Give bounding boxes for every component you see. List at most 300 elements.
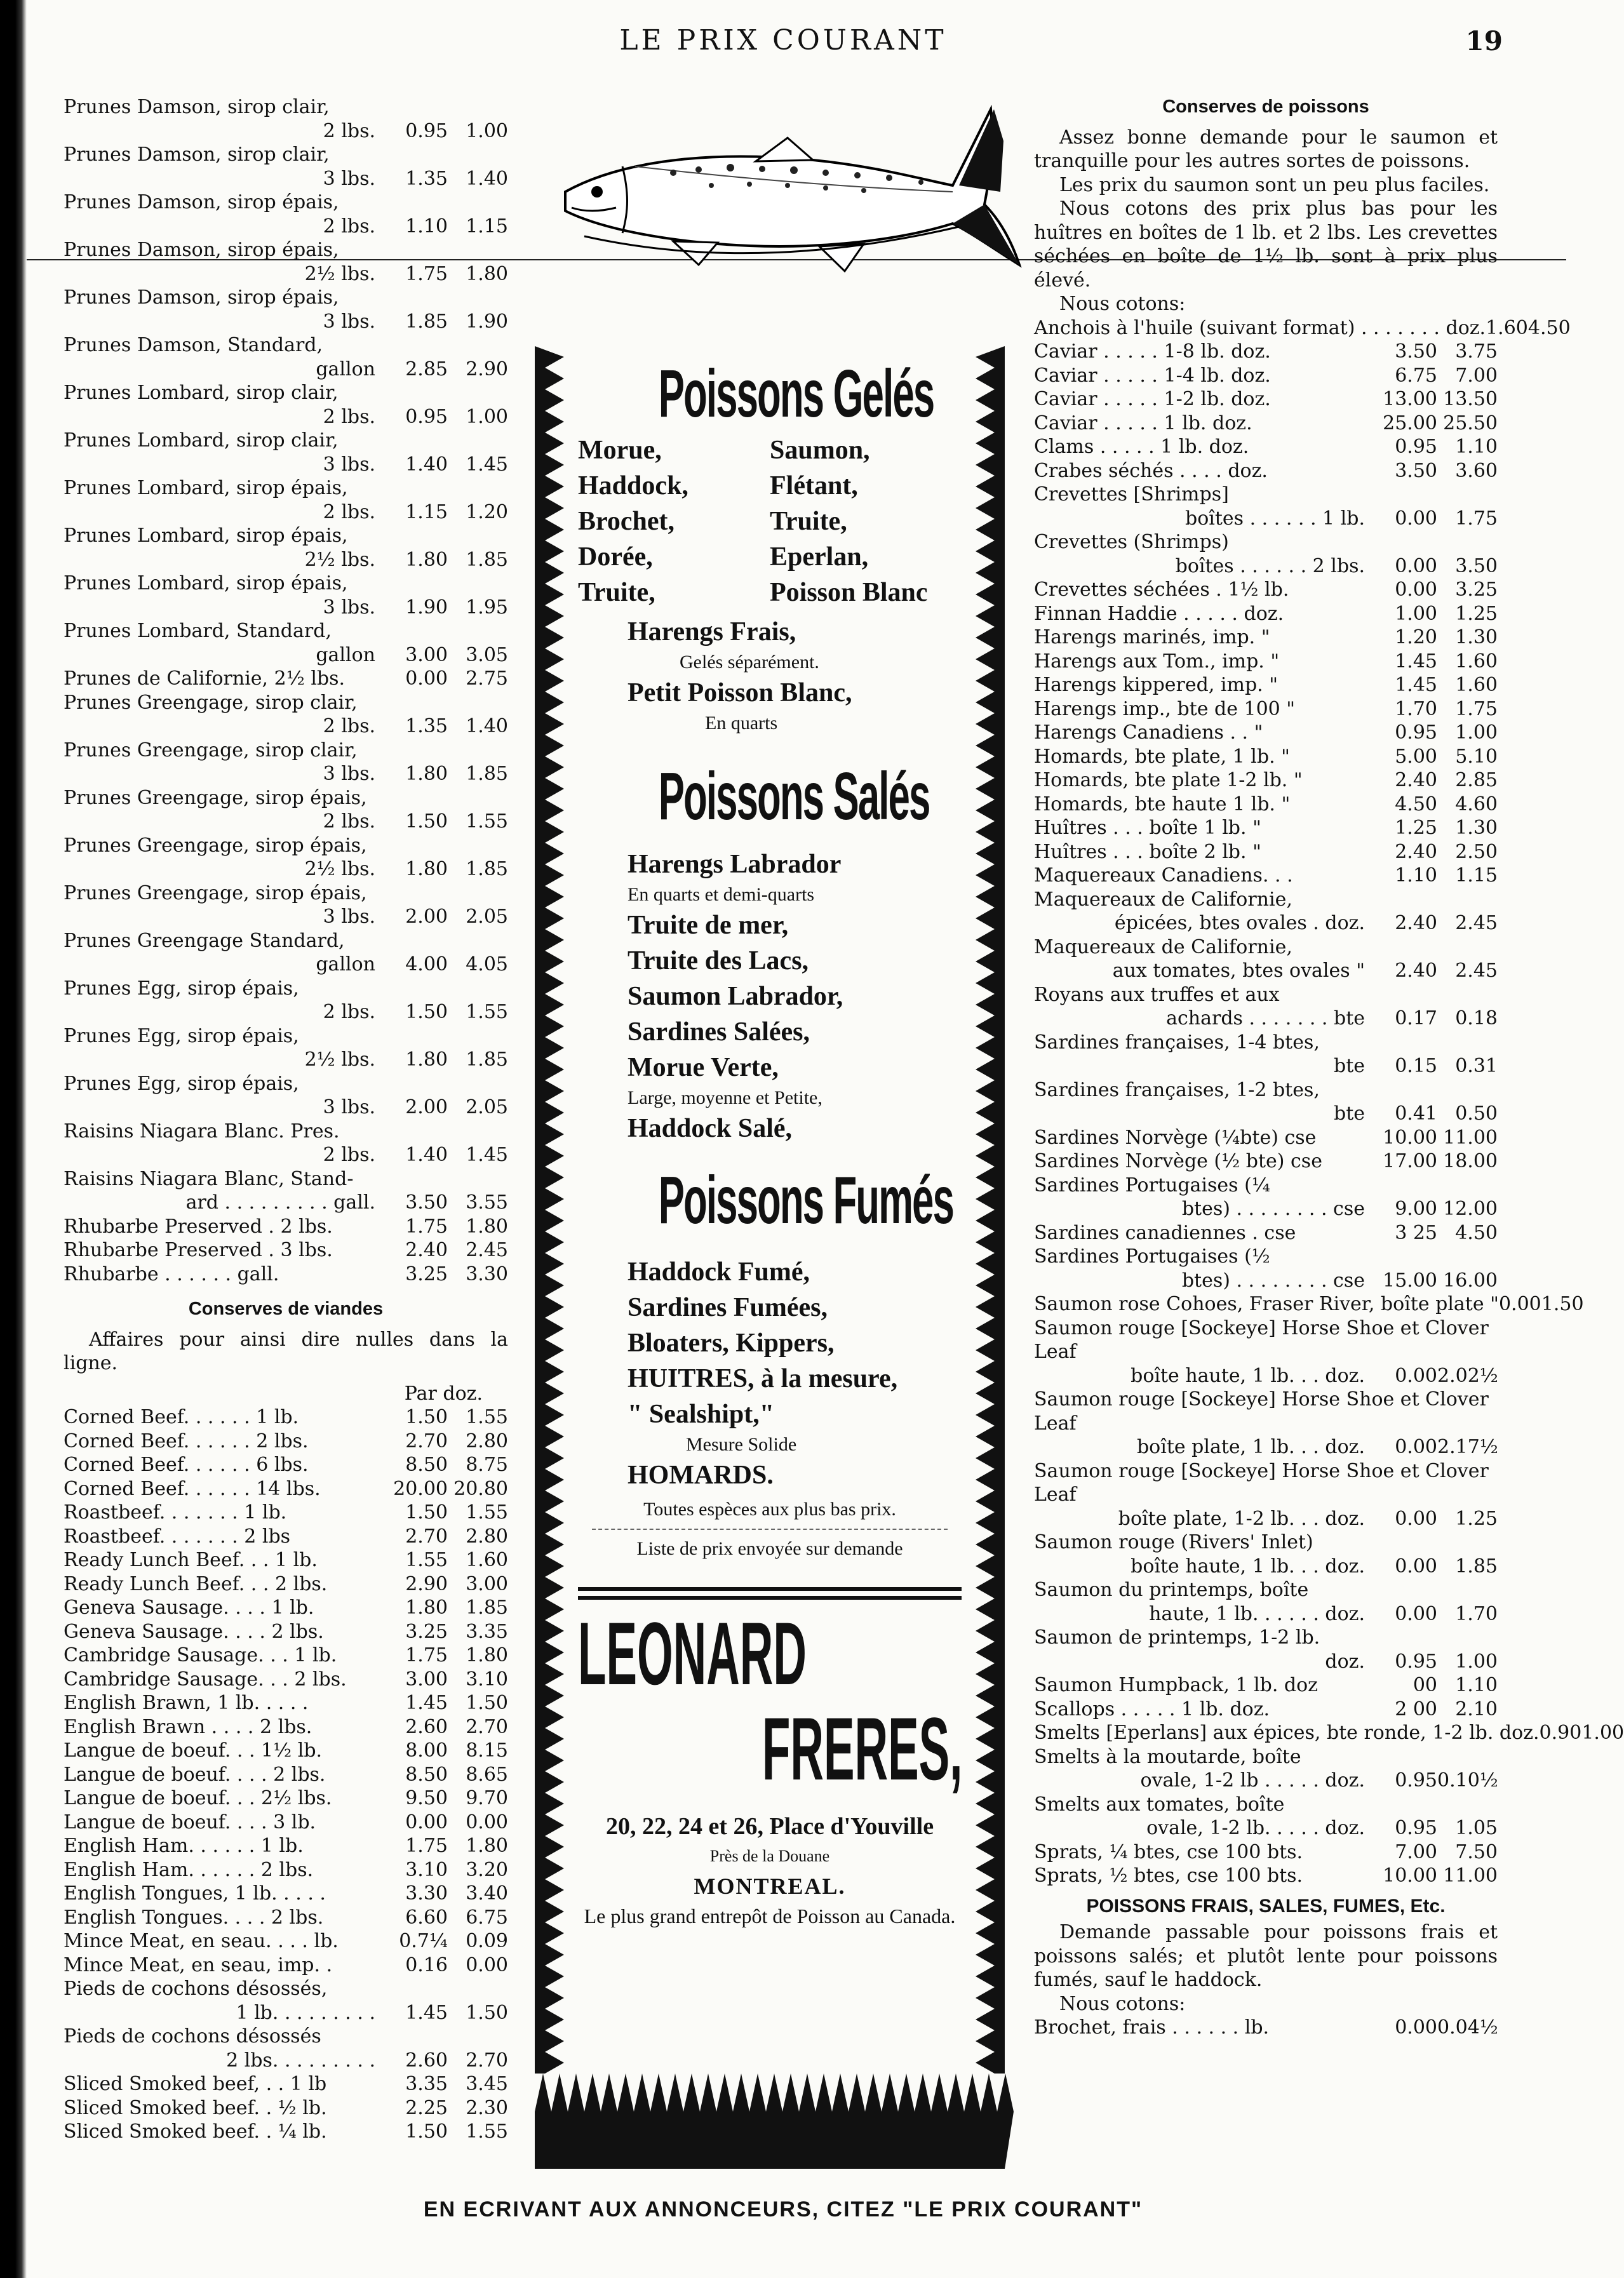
poisson-unit: boîte haute, 1 lb. . . doz. (1131, 1364, 1365, 1387)
price-unit: 2 lbs. (323, 1001, 375, 1023)
viande-entry (64, 1929, 508, 1953)
viande-price-high: 3.20 (466, 1858, 508, 1881)
viande-entry (64, 1763, 508, 1787)
poisson-entry (1034, 1626, 1498, 1673)
poisson-entry (1034, 864, 1498, 888)
poisson-entry (1034, 602, 1498, 626)
poisson-price-low: 0.95 (1395, 1817, 1437, 1839)
poisson-entry (1034, 1578, 1498, 1626)
price-entry (64, 381, 508, 429)
price-desc: Prunes Egg, sirop épais, (64, 1024, 299, 1047)
geles-fish-list (578, 432, 962, 610)
viande-desc: Sliced Smoked beef, . . 1 lb (64, 2073, 327, 2095)
poisson-row (1034, 1007, 1498, 1031)
price-row (64, 714, 508, 739)
price-unit: 2 lbs. (323, 810, 375, 833)
poisson-price-high: 1.00 (1455, 1650, 1498, 1673)
price-unit: 3 lbs. (323, 310, 375, 333)
poisson-price-low: 0.00 (1395, 579, 1437, 601)
price-desc: Prunes Greengage, sirop clair, (64, 691, 358, 714)
poisson-price-high: 1.25 (1455, 602, 1498, 625)
poisson-row (1034, 1602, 1498, 1626)
poisson-row (1034, 1054, 1498, 1078)
viande-price-low: 3.30 (405, 1882, 448, 1905)
poisson-desc: Saumon de printemps, 1-2 lb. (1034, 1626, 1320, 1649)
viande-price-high: 3.10 (466, 1668, 508, 1691)
price-unit: 3 lbs. (323, 167, 375, 190)
poisson-unit: btes) . . . . . . . . cse (1181, 1269, 1365, 1292)
price-entry (64, 238, 508, 286)
price-row (64, 119, 508, 144)
page-title: LE PRIX COURANT (619, 24, 947, 57)
poisson-row (1034, 1650, 1498, 1674)
viande-price-high: 3.40 (466, 1882, 508, 1905)
price-unit: 3 lbs. (323, 453, 375, 476)
poisson-price-high: 1.15 (1455, 864, 1498, 887)
poisson-desc: Maquereaux Canadiens. . . (1034, 864, 1293, 887)
price-row (64, 548, 508, 572)
poisson-price-low: 6.75 (1395, 364, 1437, 387)
poisson-desc: Caviar . . . . . 1-2 lb. doz. (1034, 388, 1271, 410)
poisson-entry (1034, 935, 1498, 983)
par-doz-label: Par doz. (404, 1382, 483, 1405)
poisson-desc: Sardines Portugaises (½ (1034, 1245, 1270, 1268)
viande-row (64, 1763, 508, 1787)
viande-row (64, 1882, 508, 1906)
poisson-entry (1034, 387, 1498, 412)
poisson-desc: Saumon rouge (Rivers' Inlet) (1034, 1531, 1313, 1553)
poisson-price-low: 1.45 (1395, 650, 1437, 673)
poisson-price-high: 1.50 (1541, 1293, 1584, 1315)
poisson-row (1034, 459, 1498, 483)
viande-price-low: 1.75 (405, 1835, 448, 1857)
poisson-row (1034, 364, 1498, 388)
poisson-row (1034, 816, 1498, 840)
price-desc: Prunes Lombard, sirop clair, (64, 382, 339, 404)
viande-price-low: 1.50 (405, 1406, 448, 1428)
poisson-price-high: 4.50 (1527, 316, 1571, 339)
poisson-price-high: 1.70 (1455, 1602, 1498, 1625)
viande-price-high: 3.00 (466, 1572, 508, 1595)
viande-entry (64, 1691, 508, 1715)
poisson-unit: bte (1333, 1055, 1365, 1077)
poisson-price-high: 4.50 (1455, 1221, 1498, 1244)
price-entry (64, 1024, 508, 1072)
price-price-low: 0.95 (405, 405, 448, 428)
viande-entry (64, 1953, 508, 1978)
price-row (64, 215, 508, 239)
poisson-price-high: 1.60 (1455, 674, 1498, 696)
poisson-desc: Harengs Canadiens . . " (1034, 721, 1263, 744)
viande-entry (64, 1739, 508, 1763)
poissons-price-list (1034, 316, 1624, 1888)
price-row (64, 762, 508, 786)
poisson-row (1034, 435, 1498, 459)
poisson-entry (1034, 1793, 1498, 1840)
viande-price-high: 9.70 (466, 1787, 508, 1809)
sales-item: Morue Verte, (627, 1053, 779, 1082)
viande-row (64, 2049, 508, 2073)
poisson-row (1034, 768, 1498, 793)
price-row (64, 810, 508, 834)
viande-row (64, 1739, 508, 1763)
price-desc: Prunes Lombard, sirop épais, (64, 477, 348, 499)
price-unit: 2 lbs. (323, 500, 375, 523)
poisson-price-high: 16.00 (1443, 1269, 1498, 1292)
viande-price-low: 8.50 (405, 1454, 448, 1476)
poisson-price-low: 1.25 (1395, 817, 1437, 839)
price-price-high: 1.80 (466, 1215, 508, 1238)
poisson-price-high: 0.50 (1455, 1102, 1498, 1125)
geles-fish: Flétant, (770, 471, 858, 500)
viande-entry (64, 2025, 508, 2072)
viande-entry (64, 1715, 508, 1739)
price-desc: Raisins Niagara Blanc. Pres. (64, 1120, 340, 1142)
poisson-desc: Homards, bte haute 1 lb. " (1034, 793, 1291, 815)
price-price-low: 1.40 (405, 1144, 448, 1166)
viande-price-low: 2.90 (405, 1572, 448, 1595)
poisson-unit: boîtes . . . . . . 2 lbs. (1175, 554, 1365, 577)
viande-row (64, 1834, 508, 1858)
price-entry (64, 619, 508, 667)
poisson-price-high: 1.10 (1455, 436, 1498, 458)
poisson-entry (1034, 1245, 1498, 1292)
price-price-high: 1.00 (466, 119, 508, 142)
poisson-entry (1034, 1673, 1498, 1698)
poisson-desc: Harengs aux Tom., imp. " (1034, 650, 1280, 673)
poisson-price-low: 10.00 (1383, 1865, 1437, 1887)
poisson-row (1034, 650, 1498, 674)
geles-fish: Brochet, (578, 507, 675, 536)
poisson-price-high: 1.00 (1581, 1722, 1624, 1744)
viande-price-high: 3.35 (466, 1620, 508, 1643)
price-unit: 2 lbs. (323, 215, 375, 238)
poisson-price-low: 15.00 (1383, 1269, 1437, 1292)
poisson-price-low: 2.40 (1395, 840, 1437, 863)
price-price-low: 2.00 (405, 1096, 448, 1118)
poisson-price-high: 1.30 (1455, 626, 1498, 648)
price-desc: Prunes Egg, sirop épais, (64, 977, 299, 1000)
poisson-desc: Saumon rouge [Sockeye] Horse Shoe et Clover Leaf (1034, 1317, 1489, 1363)
poisson-desc: Smelts aux tomates, boîte (1034, 1793, 1285, 1816)
liste-de-prix: Liste de prix envoyée sur demande (636, 1538, 903, 1559)
poisson-price-low: 0.17 (1395, 1007, 1437, 1029)
viande-price-high: 8.65 (466, 1763, 508, 1786)
frais-price-high: 0.04½ (1437, 2016, 1498, 2039)
viande-row (64, 2072, 508, 2096)
price-desc: Rhubarbe Preserved . 3 lbs. (64, 1239, 333, 1261)
fumes-item: Sardines Fumées, (627, 1293, 828, 1322)
petit-poisson-blanc: Petit Poisson Blanc, (627, 678, 852, 707)
poisson-row (1034, 1555, 1498, 1579)
viande-price-low: 2.60 (405, 1715, 448, 1738)
dashed-divider (592, 1529, 948, 1530)
viande-desc: Corned Beef. . . . . . 14 lbs. (64, 1477, 321, 1500)
price-price-high: 1.40 (466, 167, 508, 190)
viande-price-high: 20.80 (453, 1477, 508, 1500)
price-unit: 2½ lbs. (304, 1049, 375, 1071)
viande-entry (64, 1620, 508, 1644)
poisson-price-low: 25.00 (1383, 412, 1437, 434)
price-row (64, 262, 508, 286)
harengs-frais: Harengs Frais, (627, 617, 796, 647)
viande-row (64, 1786, 508, 1811)
fumes-item: " Sealshipt," (627, 1400, 775, 1429)
viande-entry (64, 1453, 508, 1477)
price-row (64, 1143, 508, 1167)
frais-entry (1034, 2016, 1498, 2040)
viande-desc: English Brawn, 1 lb. . . . . (64, 1692, 309, 1714)
frais-heading: POISSONS FRAIS, SALES, FUMES, Etc. (1086, 1895, 1446, 1917)
viande-price-low: 1.50 (405, 2121, 448, 2143)
viande-price-low: 6.60 (405, 1906, 448, 1929)
price-desc: Prunes Greengage, sirop épais, (64, 786, 367, 809)
poisson-row (1034, 959, 1498, 983)
viande-entry (64, 1644, 508, 1668)
poisson-entry (1034, 1078, 1498, 1126)
poisson-row (1034, 316, 1571, 340)
poisson-unit: ovale, 1-2 lb. . . . . doz. (1146, 1817, 1365, 1839)
poisson-row (1034, 745, 1498, 769)
poisson-price-high: 2.02½ (1437, 1364, 1498, 1387)
poisson-price-high: 1.85 (1455, 1555, 1498, 1578)
poisson-price-low: 2.40 (1395, 960, 1437, 982)
poisson-price-low: 5.00 (1395, 745, 1437, 768)
poissons-intro (1034, 126, 1498, 293)
price-row (64, 1191, 508, 1215)
geles-fish: Truite, (578, 578, 655, 607)
viande-entry (64, 1668, 508, 1692)
price-desc: Prunes Greengage, sirop épais, (64, 834, 367, 857)
viande-entry (64, 1858, 508, 1882)
heading-poissons-sales: Poissons Salés (658, 759, 930, 834)
poisson-desc: Crevettes (Shrimps) (1034, 531, 1229, 553)
viande-price-high: 1.80 (466, 1835, 508, 1857)
viande-row (64, 1953, 508, 1978)
poisson-row (1034, 1364, 1498, 1388)
nous-cotons-frais: Nous cotons: (1059, 1992, 1186, 2015)
poisson-row (1034, 1769, 1498, 1793)
viande-price-high: 2.70 (466, 2049, 508, 2072)
fumes-item: Bloaters, Kippers, (627, 1329, 835, 1358)
price-price-low: 1.40 (405, 453, 448, 476)
price-entry (64, 1263, 508, 1287)
price-entry (64, 572, 508, 619)
poisson-row (1034, 1269, 1498, 1293)
price-price-high: 1.95 (466, 596, 508, 619)
poisson-entry (1034, 1531, 1498, 1578)
price-entry (64, 476, 508, 524)
left-column (64, 95, 508, 2144)
price-price-high: 2.45 (466, 1239, 508, 1261)
viande-row (64, 1525, 508, 1549)
price-desc: Raisins Niagara Blanc, Stand- (64, 1167, 354, 1190)
poisson-entry (1034, 697, 1498, 721)
viande-entry (64, 2096, 508, 2121)
price-price-low: 0.00 (405, 667, 448, 690)
address: 20, 22, 24 et 26, Place d'Youville (605, 1813, 934, 1840)
geles-fish: Dorée, (578, 542, 653, 572)
viandes-intro: Affaires pour ainsi dire nulles dans la ligne. (64, 1328, 508, 1374)
intro-paragraph: Assez bonne demande pour le saumon et tranquille pour les autres sortes de poissons. (1034, 126, 1498, 172)
viande-entry (64, 1501, 508, 1525)
price-unit: 3 lbs. (323, 763, 375, 785)
intro-paragraph: Nous cotons des prix plus bas pour les huîtres en boîtes de 1 lb. et 2 lbs. Les crevettes séchées en boîte de 1½ lb. sont à prix plus élevé. (1034, 198, 1498, 291)
price-row (64, 1048, 508, 1072)
viande-entry (64, 1572, 508, 1597)
poisson-price-high: 3.50 (1455, 554, 1498, 577)
poisson-price-low: 13.00 (1383, 388, 1437, 410)
poisson-price-low: 0.41 (1395, 1102, 1437, 1125)
price-price-low: 1.75 (405, 262, 448, 285)
price-row (64, 643, 508, 667)
poisson-row (1034, 507, 1498, 531)
viande-price-high: 1.55 (466, 1406, 508, 1428)
poisson-desc: Sardines Norvège (½ bte) cse (1034, 1150, 1322, 1172)
price-entry (64, 286, 508, 333)
homards: HOMARDS. (627, 1461, 774, 1490)
poisson-price-high: 2.45 (1455, 912, 1498, 934)
viande-price-high: 8.15 (466, 1739, 508, 1762)
price-entry (64, 1120, 508, 1167)
poisson-row (1034, 1221, 1498, 1245)
viande-price-high: 2.80 (466, 1430, 508, 1452)
poisson-price-high: 1.75 (1455, 697, 1498, 720)
viande-entry (64, 2120, 508, 2144)
poisson-price-high: 3.60 (1455, 459, 1498, 482)
poisson-unit: doz. (1325, 1650, 1365, 1673)
poisson-desc: Sardines françaises, 1-2 btes, (1034, 1078, 1320, 1101)
poisson-price-low: 0.00 (1395, 1507, 1437, 1530)
poisson-price-low: 1.20 (1395, 626, 1437, 648)
viande-price-high: 1.85 (466, 1597, 508, 1619)
viande-price-low: 2.70 (405, 1525, 448, 1548)
price-unit: gallon (316, 643, 375, 666)
poisson-desc: Saumon rose Cohoes, Fraser River, boîte plate " (1034, 1293, 1499, 1315)
viande-price-high: 2.70 (466, 1715, 508, 1738)
price-row (64, 905, 508, 929)
poisson-price-high: 11.00 (1443, 1126, 1498, 1149)
page-header (38, 18, 1528, 62)
viande-price-low: 1.55 (405, 1549, 448, 1571)
price-price-low: 2.00 (405, 906, 448, 928)
poisson-price-high: 3.75 (1455, 340, 1498, 363)
poisson-price-low: 0.00 (1498, 1293, 1541, 1315)
viande-price-low: 2.60 (405, 2049, 448, 2072)
poisson-price-low: 3 25 (1395, 1221, 1437, 1244)
sales-item: Truite des Lacs, (627, 946, 809, 975)
viande-row (64, 1858, 508, 1882)
price-row (64, 596, 508, 620)
poisson-entry (1034, 412, 1498, 436)
viande-desc: Sliced Smoked beef. . ¼ lb. (64, 2121, 327, 2143)
poisson-price-high: 0.31 (1455, 1055, 1498, 1077)
viande-entry (64, 1834, 508, 1858)
price-price-high: 1.45 (466, 1144, 508, 1166)
poisson-price-low: 3.50 (1395, 459, 1437, 482)
poisson-price-high: 1.05 (1455, 1817, 1498, 1839)
price-price-low: 1.15 (405, 500, 448, 523)
viande-entry (64, 2072, 508, 2096)
poisson-price-low: 9.00 (1395, 1198, 1437, 1220)
poisson-desc: Maquereaux de Californie, (1034, 888, 1292, 911)
poisson-row (1034, 1197, 1498, 1221)
price-price-low: 4.00 (405, 953, 448, 975)
poisson-entry (1034, 1174, 1498, 1221)
poisson-entry (1034, 1864, 1498, 1888)
poisson-entry (1034, 1317, 1498, 1388)
viande-price-low: 1.45 (405, 2001, 448, 2024)
viande-desc: Ready Lunch Beef. . . 2 lbs. (64, 1572, 328, 1595)
viande-row (64, 1929, 508, 1953)
price-price-low: 1.80 (405, 858, 448, 880)
viande-desc: English Tongues, 1 lb. . . . . (64, 1882, 326, 1905)
poisson-price-low: 0.00 (1395, 507, 1437, 530)
viande-price-high: 1.50 (466, 1692, 508, 1714)
poisson-desc: Anchois à l'huile (suivant format) . . . . . . . doz. (1034, 316, 1486, 339)
price-price-low: 0.95 (405, 119, 448, 142)
price-unit: 2 lbs. (323, 405, 375, 428)
viande-entry (64, 1548, 508, 1572)
poisson-row (1034, 721, 1498, 745)
price-desc: Prunes Damson, sirop clair, (64, 96, 330, 118)
poisson-desc: Homards, bte plate 1-2 lb. " (1034, 769, 1303, 791)
viande-desc: Mince Meat, en seau, imp. . (64, 1953, 333, 1976)
price-entry (64, 143, 508, 191)
price-row (64, 500, 508, 525)
poisson-row (1034, 1864, 1498, 1888)
price-row (64, 358, 508, 382)
viande-desc: Ready Lunch Beef. . . 1 lb. (64, 1549, 318, 1571)
price-price-high: 1.15 (466, 215, 508, 238)
poisson-price-high: 3.25 (1455, 579, 1498, 601)
poisson-entry (1034, 459, 1498, 483)
viande-price-high: 8.75 (466, 1454, 508, 1476)
viande-row (64, 1430, 508, 1454)
price-unit: gallon (316, 953, 375, 975)
price-price-low: 1.50 (405, 810, 448, 833)
geles-fish: Poisson Blanc (770, 578, 928, 607)
poisson-desc: Saumon du printemps, boîte (1034, 1579, 1309, 1601)
price-desc: Prunes Lombard, Standard, (64, 620, 332, 642)
price-price-low: 2.40 (405, 1239, 448, 1261)
poisson-entry (1034, 768, 1498, 793)
price-unit: 2 lbs. (323, 119, 375, 142)
poisson-price-high: 0.10½ (1437, 1769, 1498, 1792)
poisson-desc: Maquereaux de Californie, (1034, 935, 1292, 958)
poisson-price-high: 1.75 (1455, 507, 1498, 530)
poisson-entry (1034, 840, 1498, 864)
poisson-row (1034, 1698, 1498, 1722)
mesure-solide: Mesure Solide (686, 1434, 797, 1455)
viandes-heading: Conserves de viandes (188, 1299, 384, 1319)
poisson-unit: achards . . . . . . . bte (1166, 1007, 1365, 1029)
heading-poissons-fumes: Poissons Fumés (658, 1163, 954, 1238)
toutes-especes: Toutes espèces aux plus bas prix. (643, 1499, 896, 1520)
poisson-price-high: 13.50 (1443, 388, 1498, 410)
price-desc: Prunes Greengage Standard, (64, 929, 345, 952)
viande-row (64, 1572, 508, 1597)
viande-desc: Langue de boeuf. . . 1½ lb. (64, 1739, 323, 1762)
price-unit: 2 lbs. (323, 715, 375, 737)
poisson-desc: Sprats, ¼ btes, cse 100 bts. (1034, 1840, 1303, 1863)
poisson-row (1034, 412, 1498, 436)
viande-desc: Corned Beef. . . . . . 6 lbs. (64, 1454, 309, 1476)
poisson-desc: Harengs imp., bte de 100 " (1034, 697, 1296, 720)
poisson-price-low: 3.50 (1395, 340, 1437, 363)
poisson-price-low: 0.15 (1395, 1055, 1437, 1077)
price-entry (64, 95, 508, 143)
